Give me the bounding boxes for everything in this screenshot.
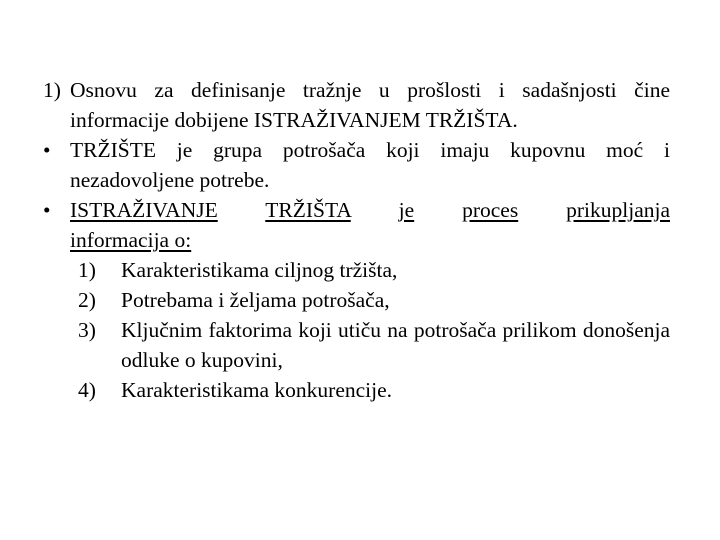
bullet-item-market	[43, 135, 670, 195]
sub-item-text: Potrebama i željama potrošača,	[121, 288, 390, 312]
sub-item-text: Karakteristikama konkurencije.	[121, 378, 393, 402]
sub-item-marker: 1)	[78, 258, 96, 282]
research-word: je	[398, 198, 415, 222]
research-word: TRŽIŠTA	[265, 198, 351, 222]
intro-text: Osnovu za definisanje tražnje u prošlosti i sadašnjosti čine informacije dobijene ISTRAŽIVANJEM TRŽIŠTA.	[70, 78, 670, 132]
sub-item-marker: 3)	[78, 318, 96, 342]
sub-item	[43, 375, 670, 405]
research-continuation: informacija o:	[70, 228, 192, 252]
bullet-item-research	[43, 195, 670, 255]
sub-item-text: Karakteristikama ciljnog tržišta,	[121, 258, 398, 282]
sub-item-marker: 2)	[78, 288, 96, 312]
sub-item	[43, 255, 670, 285]
bullet-marker: •	[43, 198, 51, 222]
sub-item-text: Ključnim faktorima koji utiču na potrošača prilikom donošenja odluke o kupovini,	[121, 318, 670, 372]
sub-item	[43, 285, 670, 315]
bullet-marker: •	[43, 138, 51, 162]
intro-marker: 1)	[43, 78, 61, 102]
research-word: prikupljanja	[566, 198, 670, 222]
research-word: proces	[462, 198, 519, 222]
research-word: ISTRAŽIVANJE	[70, 198, 218, 222]
slide-body	[43, 75, 670, 405]
sub-item	[43, 315, 670, 375]
intro-item	[43, 75, 670, 135]
bullet-text-market: TRŽIŠTE je grupa potrošača koji imaju kupovnu moć i nezadovoljene potrebe.	[70, 138, 670, 192]
research-heading-line	[70, 195, 670, 225]
sub-item-marker: 4)	[78, 378, 96, 402]
